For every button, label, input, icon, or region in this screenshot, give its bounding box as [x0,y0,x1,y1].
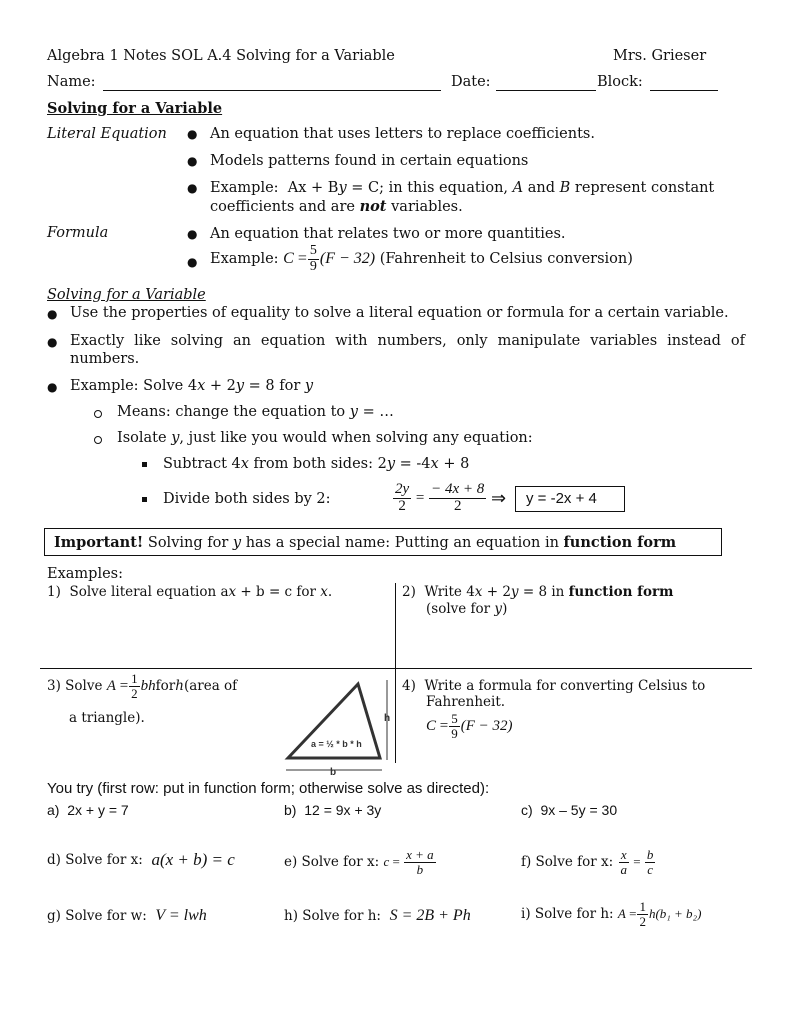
solving-bullet-3: Example: Solve 4x + 2y = 8 for y [70,378,314,394]
square-bullet [142,497,147,502]
problem-f: f) Solve for x: $\frac{x}{a}$ = $\frac{b}{c}$ [521,847,654,877]
result-box: y = -2x + 4 [515,486,625,512]
example-4-line2: Fahrenheit. [426,694,506,710]
problem-g: g) Solve for w: V = lwh [47,907,207,924]
vertical-divider [395,583,396,763]
solving-bullet-1: Use the properties of equality to solve a literal equation or formula for a certain variable. [70,305,729,321]
bullet: ● [187,127,198,141]
example-3: 3) Solve A = $\frac{1}{2}$ bh for h (area of [47,671,238,701]
example-4: 4) Write a formula for converting Celsius to [402,678,706,694]
literal-example-line2: coefficients and are not variables. [210,198,463,215]
example-2: 2) Write 4x + 2y = 8 in function form [402,584,674,600]
bullet: ● [187,227,198,241]
triangle-figure [282,676,394,778]
formula-term: Formula [47,225,109,241]
formula-item-1: An equation that relates two or more quantities. [210,226,566,242]
solving-bullet-2-line2: numbers. [70,351,140,367]
literal-item-2: Models patterns found in certain equations [210,153,529,169]
name-line[interactable] [103,90,441,91]
bullet: ● [47,380,58,394]
circle-bullet [94,410,102,418]
teacher-name: Mrs. Grieser [613,48,707,64]
bullet: ● [187,181,198,195]
date-label: Date: [451,74,491,90]
literal-example: Example: Ax + By = C; in this equation, A and B represent constant [210,180,715,196]
formula-example: Example: C = $\frac{5}{9}$ (F − 32) (Fahrenheit to Celsius conversion) [210,243,633,274]
horizontal-divider [40,668,752,669]
step-divide-equation: $\frac{2y}{2}$ = $\frac{- 4x + 8}{2}$ ⇒ [395,481,507,514]
problem-d: d) Solve for x: a(x + b) = c [47,850,235,869]
bullet: ● [47,335,58,349]
example-4-formula: C = $\frac{5}{9}$ (F − 32) [426,711,513,741]
literal-item-1: An equation that uses letters to replace coefficients. [210,126,595,142]
step-subtract: Subtract 4x from both sides: 2y = -4x + 8 [163,456,470,472]
you-try-heading: You try (first row: put in function form; otherwise solve as directed): [47,780,490,797]
area-formula: a = ½ * b * h [311,739,362,749]
example-2-line2: (solve for y) [426,601,508,617]
important-box: Important! Solving for y has a special name: Putting an equation in function form [44,528,722,556]
problem-c: c) 9x – 5y = 30 [521,802,618,818]
base-label: b [330,767,337,778]
problem-h: h) Solve for h: S = 2B + Ph [284,907,471,924]
solving-bullet-2: Exactly like solving an equation with numbers, only manipulate variables instead of [70,333,745,349]
example-1: 1) Solve literal equation ax + b = c for x. [47,584,333,600]
circle-bullet [94,436,102,444]
document-title: Algebra 1 Notes SOL A.4 Solving for a Variable [47,48,395,64]
sub-bullet-1: Means: change the equation to y = … [117,404,394,420]
problem-i: i) Solve for h: A = $\frac{1}{2}$ h(b₁ + b₂) [521,899,702,929]
step-divide-label: Divide both sides by 2: [163,491,331,507]
sub-bullet-2: Isolate y, just like you would when solving any equation: [117,430,533,446]
problem-b: b) 12 = 9x + 3y [284,802,382,818]
literal-term: Literal Equation [47,126,167,142]
section-heading: Solving for a Variable [47,100,223,117]
problem-a: a) 2x + y = 7 [47,802,129,818]
square-bullet [142,462,147,467]
bullet: ● [47,307,58,321]
date-line[interactable] [496,90,596,91]
bullet: ● [187,255,198,269]
block-label: Block: [597,74,643,90]
solving-subheading: Solving for a Variable [47,287,206,303]
example-3-line2: a triangle). [69,710,145,726]
name-label: Name: [47,74,96,90]
block-line[interactable] [650,90,718,91]
height-label: h [384,713,391,724]
problem-e: e) Solve for x: c = $\frac{x + a}{b}$ [284,847,434,877]
bullet: ● [187,154,198,168]
examples-heading: Examples: [47,566,123,582]
